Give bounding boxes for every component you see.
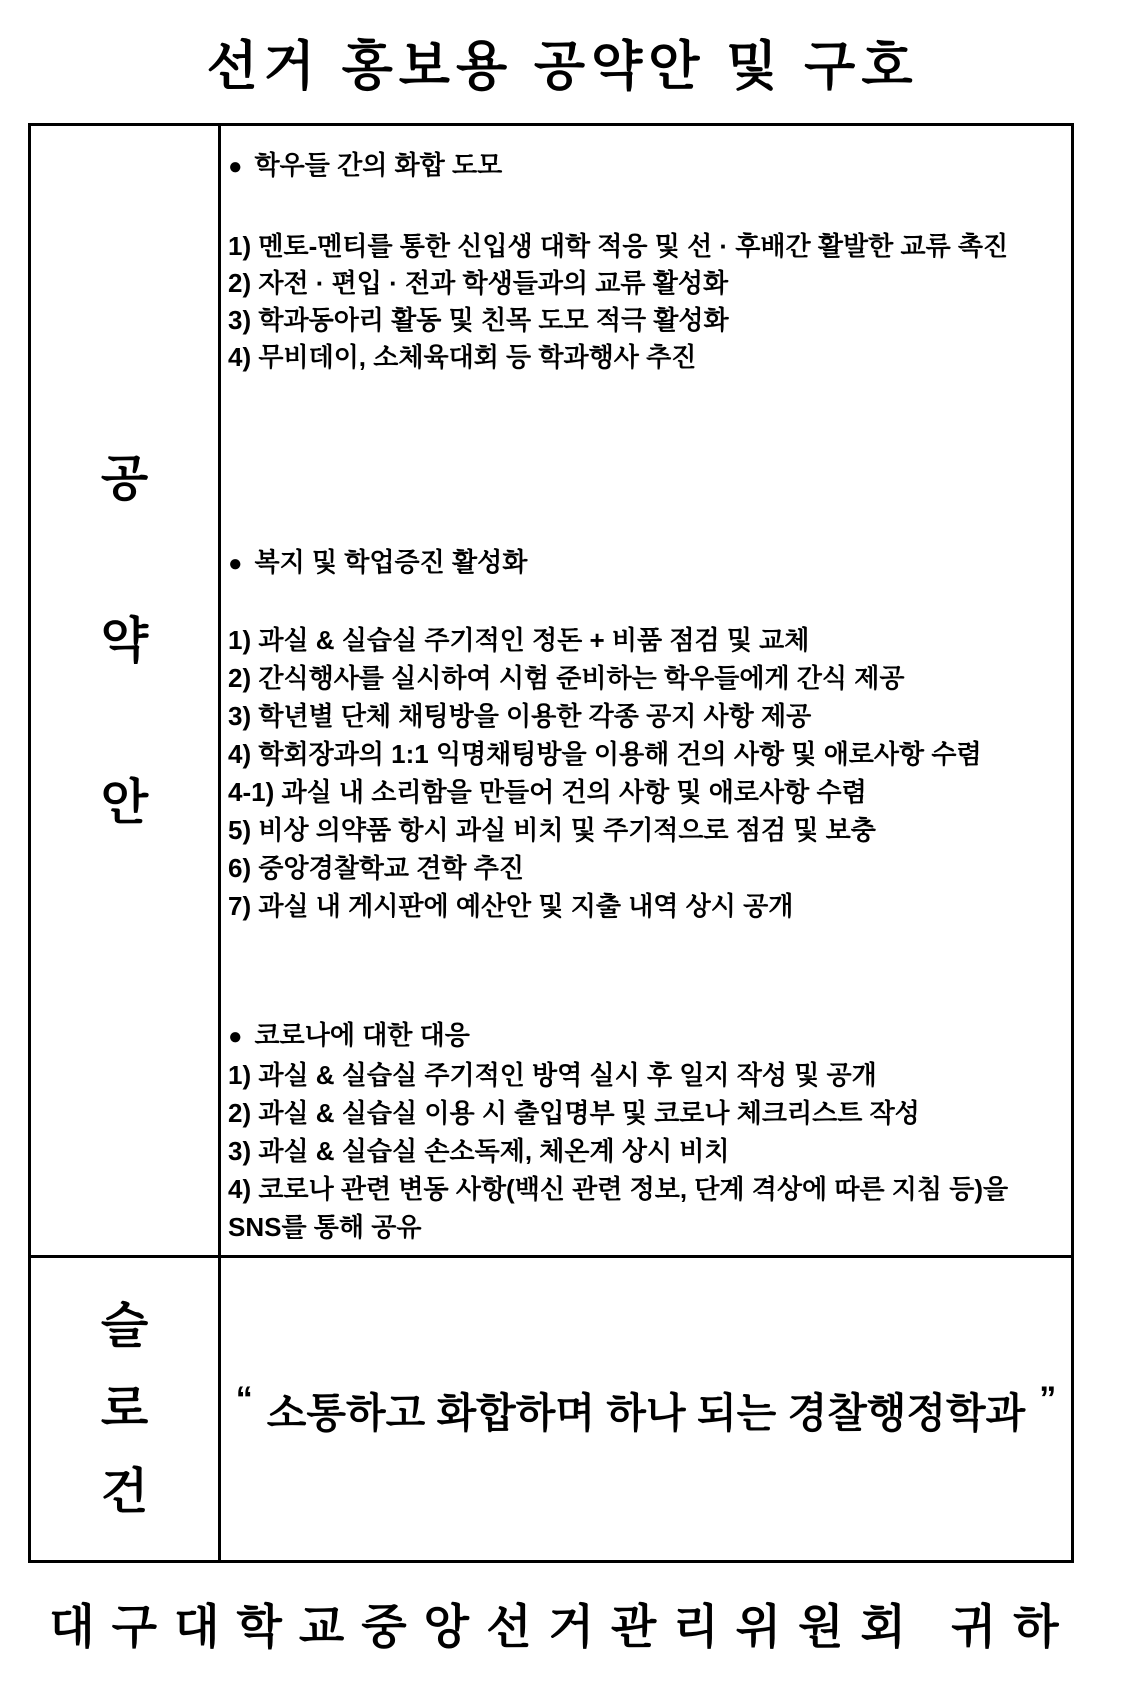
pledge-item: 4) 무비데이, 소체육대회 등 학과행사 추진 [228, 342, 697, 372]
label-char: 로 [100, 1382, 149, 1436]
pledge-table [28, 123, 1074, 1563]
table-row-pledges [31, 126, 1071, 1258]
label-char: 공 [100, 451, 149, 506]
bullet-icon: ● [228, 1023, 243, 1050]
label-char: 약 [100, 613, 149, 668]
row-label-pledges [31, 126, 221, 1255]
pledge-item: 1) 과실 & 실습실 주기적인 방역 실시 후 일지 작성 및 공개 [228, 1060, 877, 1090]
slogan-text: 소통하고 화합하며 하나 되는 경찰행정학과 [266, 1389, 1026, 1436]
section-heading [228, 147, 1061, 185]
row-label-slogan [31, 1258, 221, 1560]
pledge-item: 3) 과실 & 실습실 손소독제, 체온계 상시 비치 [228, 1136, 730, 1166]
page-title: 선거 홍보용 공약안 및 구호 [206, 37, 919, 96]
committee-name: 대구대학교중앙선거관리위원회 [49, 1600, 923, 1653]
section-heading-text: 학우들 간의 화합 도모 [254, 150, 503, 180]
addressee-line [0, 1590, 1125, 1657]
bullet-icon: ● [228, 153, 243, 180]
close-quote: ” [1039, 1379, 1057, 1418]
bullet-icon: ● [228, 550, 243, 577]
pledge-item: 5) 비상 의약품 항시 과실 비치 및 주기적으로 점검 및 보충 [228, 815, 876, 845]
label-char: 안 [100, 775, 149, 830]
pledge-section-welfare [228, 543, 1061, 925]
addressee-honorific: 귀하 [950, 1600, 1076, 1653]
pledge-item: 4-1) 과실 내 소리함을 만들어 건의 사항 및 애로사항 수렴 [228, 777, 867, 807]
pledge-section-harmony [228, 147, 1061, 376]
pledge-item: 7) 과실 내 게시판에 예산안 및 지출 내역 상시 공개 [228, 891, 794, 921]
pledge-item: 1) 과실 & 실습실 주기적인 정돈 + 비품 점검 및 교체 [228, 625, 810, 655]
pledge-item: 1) 멘토-멘티를 통한 신입생 대학 적응 및 선 · 후배간 활발한 교류 촉진 [228, 231, 1009, 261]
pledge-item: 6) 중앙경찰학교 견학 추진 [228, 853, 524, 883]
table-row-slogan [31, 1258, 1071, 1560]
pledge-item: 2) 과실 & 실습실 이용 시 출입명부 및 코로나 체크리스트 작성 [228, 1098, 920, 1128]
label-char: 건 [100, 1465, 149, 1519]
pledge-item: 3) 학과동아리 활동 및 친목 도모 적극 활성화 [228, 305, 729, 335]
pledge-section-corona [228, 1016, 1061, 1246]
open-quote: “ [235, 1379, 253, 1418]
pledge-item: 2) 간식행사를 실시하여 시험 준비하는 학우들에게 간식 제공 [228, 663, 905, 693]
section-heading-text: 복지 및 학업증진 활성화 [254, 547, 528, 577]
label-char: 슬 [100, 1299, 149, 1353]
pledge-item: 2) 자전 · 편입 · 전과 학생들과의 교류 활성화 [228, 268, 729, 298]
pledge-item: 3) 학년별 단체 채팅방을 이용한 각종 공지 사항 제공 [228, 701, 812, 731]
section-heading-text: 코로나에 대한 대응 [254, 1020, 470, 1050]
section-heading [228, 543, 1061, 583]
pledge-item: 4) 코로나 관련 변동 사항(백신 관련 정보, 단계 격상에 따른 지침 등)을 SNS를 통해 공유 [228, 1174, 1009, 1242]
section-heading [228, 1016, 1061, 1056]
pledges-content [221, 126, 1071, 1255]
pledge-item: 4) 학회장과의 1:1 익명채팅방을 이용해 건의 사항 및 애로사항 수렴 [228, 739, 982, 769]
slogan-content [221, 1258, 1071, 1560]
